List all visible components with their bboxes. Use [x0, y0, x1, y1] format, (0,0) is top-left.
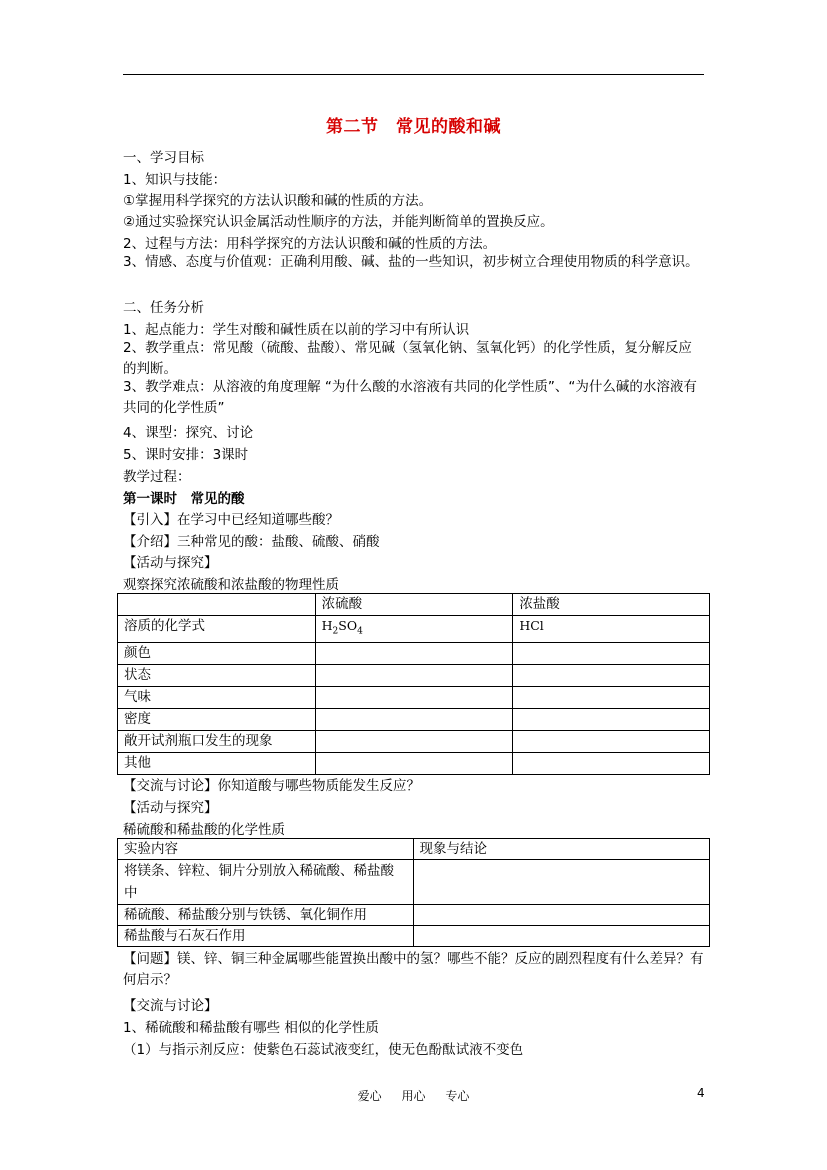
formula-h2so4: $H_2SO_4$: [315, 616, 513, 643]
table-cell: 稀硫酸、稀盐酸分别与铁锈、氧化铜作用: [118, 905, 414, 926]
text-line: 【活动与探究】: [123, 555, 218, 571]
text-line: 【交流与讨论】你知道酸与哪些物质能发生反应？: [123, 778, 420, 794]
text-paragraph: 2、教学重点：常见酸（硫酸、盐酸）、常见碱（氢氧化钠、氢氧化钙）的化学性质，复分解反应的判断。: [123, 340, 692, 377]
text-line: ①掌握用科学探究的方法认识酸和碱的性质的方法。: [123, 193, 433, 209]
table-row: [118, 642, 710, 664]
footer-text: 专心: [445, 1089, 470, 1103]
text-line: 1、知识与技能：: [123, 172, 227, 188]
table-cell: [513, 686, 710, 708]
table-header-cell: 现象与结论: [413, 839, 710, 860]
table-cell: [513, 730, 710, 752]
header-rule: [123, 74, 704, 75]
table-cell: [513, 708, 710, 730]
table-cell: [413, 905, 710, 926]
table-cell: 溶质的化学式: [118, 616, 316, 643]
table-row: [118, 752, 710, 774]
text-line: 1、起点能力：学生对酸和碱性质在以前的学习中有所认识: [123, 322, 470, 338]
table-row: [118, 730, 710, 752]
table-cell: [315, 664, 513, 686]
text-line: 【介绍】三种常见的酸：盐酸、硫酸、硝酸: [123, 534, 380, 550]
formula-hcl: HCl: [513, 616, 710, 643]
heading-task-analysis: 二、任务分析: [123, 300, 204, 316]
table-header-cell: 实验内容: [118, 839, 414, 860]
table-header-row: [118, 839, 710, 860]
text-paragraph: 【问题】镁、锌、铜三种金属哪些能置换出酸中的氢？哪些不能？反应的剧烈程度有什么差异？有何启示？: [123, 951, 704, 988]
page-number: 4: [697, 1086, 705, 1100]
text-paragraph: 3、情感、态度与价值观：正确利用酸、碱、盐的一些知识，初步树立合理使用物质的科学意识。: [123, 254, 699, 270]
table-cell: 稀盐酸与石灰石作用: [118, 926, 414, 947]
table-cell: [513, 752, 710, 774]
table-cell: [315, 642, 513, 664]
text-line: ②通过实验探究认识金属活动性顺序的方法，并能判断简单的置换反应。: [123, 214, 554, 230]
table-cell: [315, 730, 513, 752]
table-cell: [413, 860, 710, 905]
table-header-cell: 浓硫酸: [315, 594, 513, 616]
lesson-heading: 第一课时 常见的酸: [123, 491, 245, 507]
table-cell: 其他: [118, 752, 316, 774]
table-cell: 将镁条、锌粒、铜片分别放入稀硫酸、稀盐酸中: [118, 860, 414, 905]
text-line: 1、稀硫酸和稀盐酸有哪些 相似的化学性质: [123, 1020, 379, 1036]
text-line: 教学过程：: [123, 469, 191, 485]
table-cell: [315, 752, 513, 774]
text-line: 4、课型：探究、讨论: [123, 425, 254, 441]
table1-caption: 观察探究浓硫酸和浓盐酸的物理性质: [123, 577, 339, 593]
table-cell: [413, 926, 710, 947]
page-title: 第二节 常见的酸和碱: [326, 117, 501, 137]
table-cell: 敞开试剂瓶口发生的现象: [118, 730, 316, 752]
text-line: （1）与指示剂反应：使紫色石蕊试液变红，使无色酚酞试液不变色: [123, 1042, 524, 1058]
table-cell: [315, 708, 513, 730]
table-row: [118, 686, 710, 708]
table2-caption: 稀硫酸和稀盐酸的化学性质: [123, 822, 285, 838]
table-header-cell: 浓盐酸: [513, 594, 710, 616]
table-row: [118, 664, 710, 686]
table-cell: [315, 686, 513, 708]
footer-text: 爱心: [357, 1089, 382, 1103]
table-row: [118, 616, 710, 643]
table-row: [118, 926, 710, 947]
text-line: 【活动与探究】: [123, 800, 218, 816]
table-row: [118, 860, 710, 905]
table-header-cell: [118, 594, 316, 616]
text-line: 【交流与讨论】: [123, 998, 218, 1014]
chemical-properties-table: [117, 838, 710, 947]
heading-objectives: 一、学习目标: [123, 150, 204, 166]
footer-text: 用心: [401, 1089, 426, 1103]
table-row: [118, 905, 710, 926]
text-line: 5、课时安排：3课时: [123, 447, 249, 463]
table-cell: 气味: [118, 686, 316, 708]
table-cell: 密度: [118, 708, 316, 730]
table-header-row: [118, 594, 710, 616]
text-line: 【引入】在学习中已经知道哪些酸？: [123, 512, 339, 528]
table-cell: 颜色: [118, 642, 316, 664]
table-row: [118, 708, 710, 730]
text-paragraph: 3、教学难点：从溶液的角度理解 “为什么酸的水溶液有共同的化学性质”、“为什么碱的水溶液有共同的化学性质”: [123, 379, 697, 416]
physical-properties-table: [117, 593, 710, 775]
table-cell: 状态: [118, 664, 316, 686]
table-cell: [513, 642, 710, 664]
text-line: 2、过程与方法：用科学探究的方法认识酸和碱的性质的方法。: [123, 236, 497, 252]
table-cell: [513, 664, 710, 686]
